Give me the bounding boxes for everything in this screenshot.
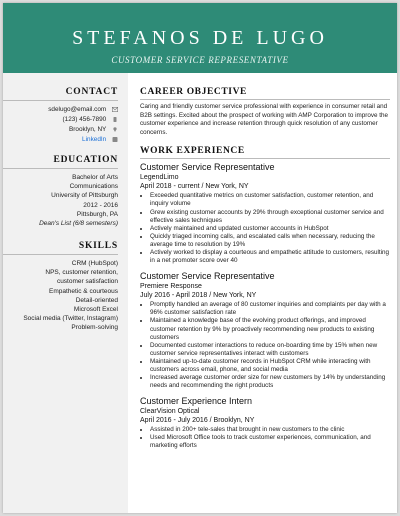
objective-heading: CAREER OBJECTIVE: [140, 87, 247, 97]
skill-item: Social media (Twitter, Instagram): [23, 315, 118, 323]
bullet-item: • Actively worked to display a courteous and empathetic attitude to customers, resulting in a net promoter score over 40: [150, 249, 390, 265]
bullet-item: • Increased average customer order size for new customers by 14% by understanding needs and recommending the right products: [150, 374, 390, 390]
skill-item: Empathetic & courteous: [48, 287, 118, 295]
education-years: 2012 - 2016: [83, 201, 118, 209]
skill-item: customer satisfaction: [56, 278, 118, 286]
resume-page: [3, 3, 397, 513]
header-banner: [3, 3, 397, 73]
linkedin-link[interactable]: LinkedIn: [82, 136, 107, 143]
honors-line: Dean's List (6/8 semesters): [39, 220, 118, 228]
bullet-item: • Maintained a knowledge base of the evolving product offerings, and improved customer retention by 9% by proactively recommending new products to existing customers: [150, 317, 390, 341]
phone-row: [3, 115, 118, 125]
linkedin-row[interactable]: [3, 135, 118, 145]
bullet-item: • Used Microsoft Office tools to track customer experiences, communication, and marketing efforts: [150, 434, 390, 450]
degree-line: Bachelor of Arts: [72, 174, 118, 181]
phone-text: (123) 456-7890: [62, 116, 107, 123]
skill-item: NPS, customer retention,: [45, 269, 118, 277]
bullet-item: • Promptly handled an average of 80 customer inquiries and complaints per day with a 96% customer satisfaction rate: [150, 301, 390, 317]
job-title: Customer Service Representative: [140, 162, 275, 173]
job-entry: [140, 396, 390, 450]
job-dates: April 2016 - July 2016 / Brooklyn, NY: [140, 417, 255, 425]
bullet-item: • Documented customer interactions to reduce on-boarding time by 15% when new customer service representatives interact with customers: [150, 342, 390, 358]
bullet-item: • Maintained up-to-date customer records in HubSpot CRM while interacting with customers across email, phone, and social media: [150, 358, 390, 374]
skills-section: [3, 241, 118, 333]
education-heading: EDUCATION: [53, 155, 118, 165]
sidebar: [3, 73, 128, 513]
job-entry: [140, 271, 390, 390]
school-name: University of Pittsburgh: [51, 192, 118, 200]
divider: [3, 168, 118, 169]
divider: [140, 99, 390, 100]
job-dates: April 2018 - current / New York, NY: [140, 183, 249, 191]
job-title: Customer Experience Intern: [140, 396, 253, 407]
bullet-item: • Actively maintained and updated customer accounts in HubSpot: [150, 225, 390, 233]
job-title: Customer Service Representative: [140, 271, 275, 282]
divider: [3, 254, 118, 255]
divider: [140, 158, 390, 159]
contact-section: [3, 87, 118, 145]
contact-heading: CONTACT: [65, 87, 118, 97]
location-text: Brooklyn, NY: [69, 126, 107, 133]
bullet-list: [140, 192, 390, 265]
phone-icon: [112, 117, 118, 122]
skill-item: Microsoft Excel: [73, 306, 118, 314]
email-row[interactable]: [3, 105, 118, 115]
envelope-icon: [112, 107, 118, 112]
company-name: Premiere Response: [140, 283, 202, 291]
objective-section: [140, 87, 390, 137]
location-pin-icon: [112, 127, 118, 132]
experience-section: [140, 146, 390, 450]
skill-item: Detail-oriented: [75, 296, 118, 304]
bullet-item: • Grew existing customer accounts by 29% through exceptional customer service and effective sales techniques: [150, 209, 390, 225]
job-dates: July 2016 - April 2018 / New York, NY: [140, 292, 257, 300]
objective-text: Caring and friendly customer service professional with experience in consumer retail and B2B settings. Excited about the prospect of working with AMP Corporation to improve the customer experience and increase retention through quick resolution of any customer concerns.: [140, 103, 389, 136]
bullet-list: [140, 301, 390, 390]
job-entry: [140, 162, 390, 265]
bullet-item: • Assisted in 200+ tele-sales that brought in new customers to the clinic: [150, 426, 390, 434]
bullet-item: • Exceeded quantitative metrics on customer satisfaction, customer retention, and inquiry volume: [150, 192, 390, 208]
email-text[interactable]: sdelugo@email.com: [48, 106, 107, 113]
candidate-name: STEFANOS DE LUGO: [72, 27, 328, 49]
bullet-list: [140, 426, 390, 450]
location-row: [3, 125, 118, 135]
skill-item: CRM (HubSpot): [71, 260, 118, 267]
main-column: [140, 87, 390, 451]
linkedin-icon: [112, 137, 118, 142]
candidate-title: CUSTOMER SERVICE REPRESENTATIVE: [111, 55, 289, 65]
divider: [3, 100, 118, 101]
bullet-item: • Quickly triaged incoming calls, and escalated calls when necessary, reducing the average time to resolution by 19%: [150, 233, 390, 249]
company-name: ClearVision Optical: [140, 408, 200, 416]
education-section: [3, 155, 118, 228]
major-line: Communications: [69, 183, 118, 191]
skill-item: Problem-solving: [71, 324, 118, 332]
skills-heading: SKILLS: [78, 241, 118, 251]
company-name: LegendLimo: [140, 174, 179, 182]
school-location: Pittsburgh, PA: [76, 210, 118, 218]
experience-heading: WORK EXPERIENCE: [140, 146, 245, 157]
